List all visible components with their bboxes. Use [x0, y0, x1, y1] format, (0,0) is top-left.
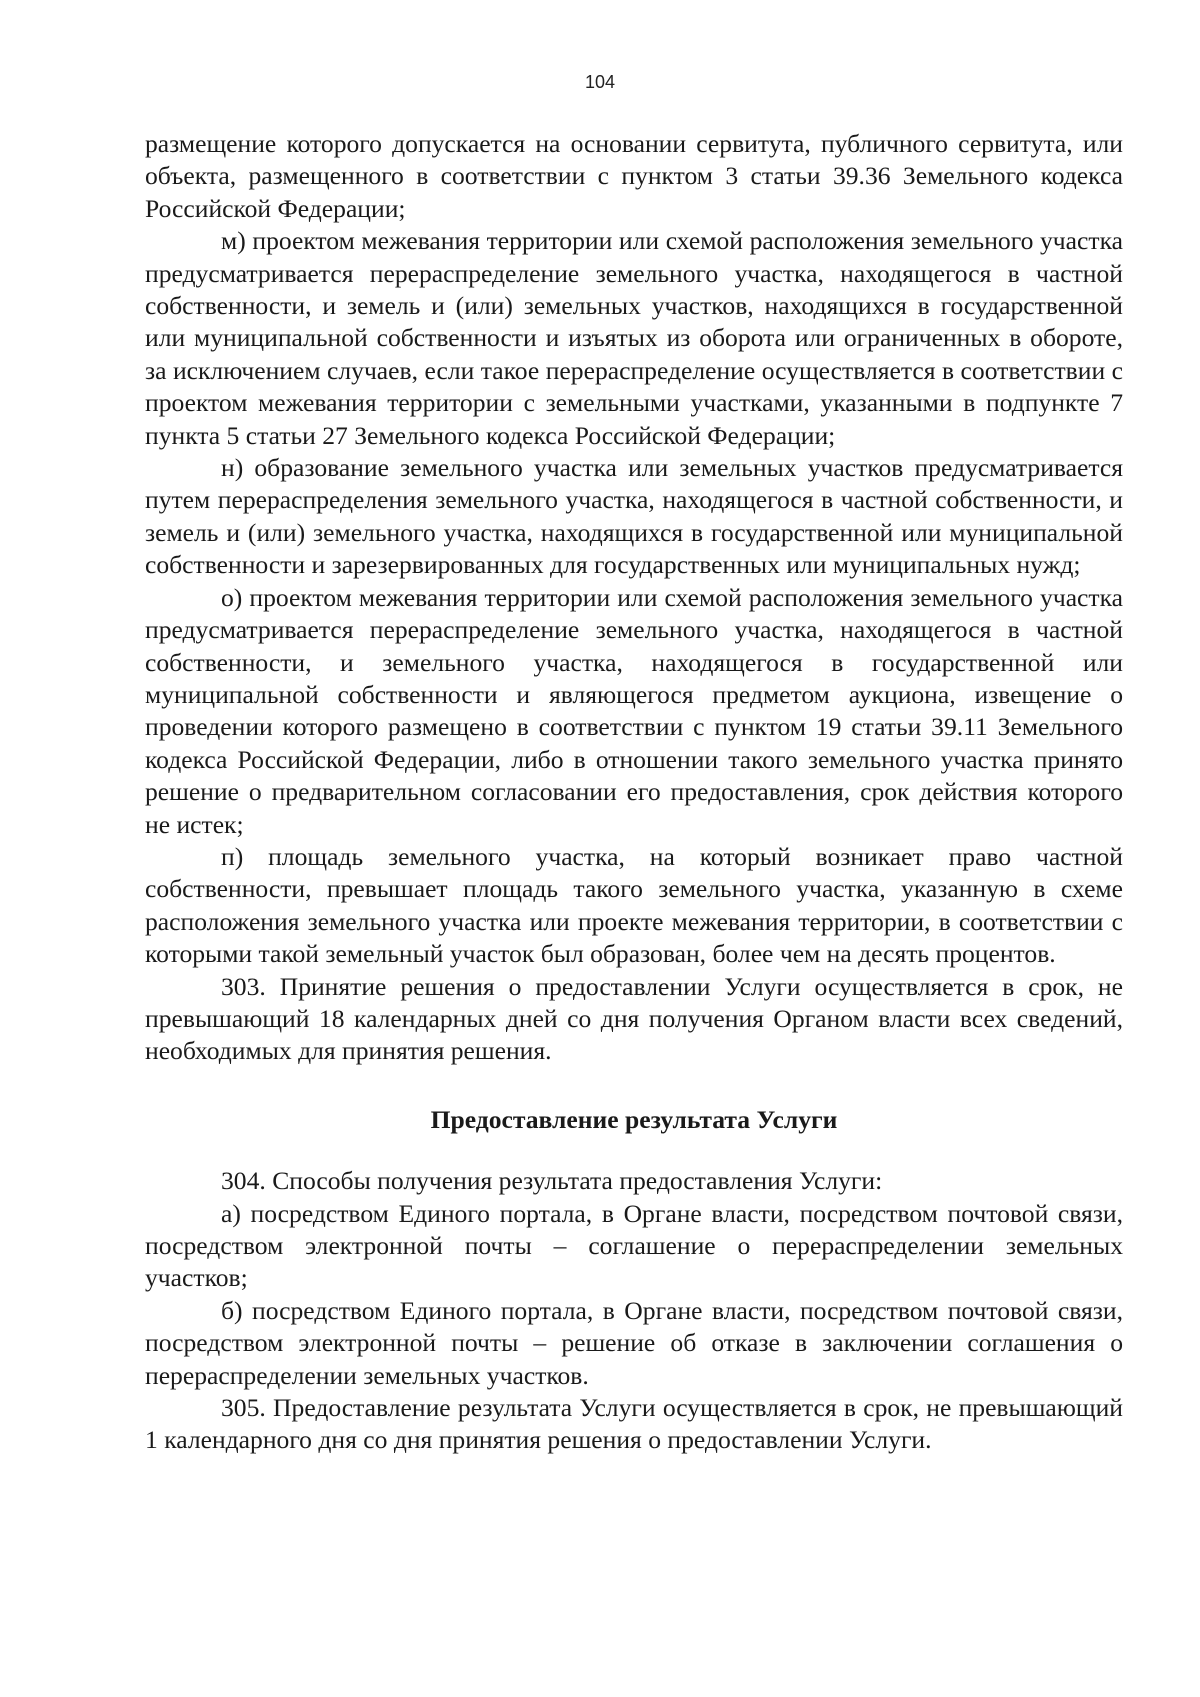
paragraph-item-o: о) проектом межевания территории или схемой расположения земельного участка предусматривается перераспределение земельного участка, находящегося в частной собственности, и земельного участка, находящегося в государственной или муниципальной собственности и являющегося предметом аукциона, извещение о проведении которого размещено в соответствии с пунктом 19 статьи 39.11 Земельного кодекса Российской Федерации, либо в отношении такого земельного участка принято решение о предварительном согласовании его предоставления, срок действия которого не истек;	[145, 582, 1123, 839]
paragraph-304: 304. Способы получения результата предоставления Услуги:	[221, 1166, 883, 1196]
paragraph-item-m: м) проектом межевания территории или схемой расположения земельного участка предусматривается перераспределение земельного участка, находящегося в частной собственности, и земель и (или) земельных участков, находящихся в государственной или муниципальной собственности и изъятых из оборота или ограниченных в обороте, за исключением случаев, если такое перераспределение осуществляется в соответствии с проектом межевания территории с земельными участками, указанными в подпункте 7 пункта 5 статьи 27 Земельного кодекса Российской Федерации;	[145, 226, 1123, 450]
paragraph-continuation: размещение которого допускается на основании сервитута, публичного сервитута, или объекта, размещенного в соответствии с пунктом 3 статьи 39.36 Земельного кодекса Российской Федерации;	[145, 129, 1123, 223]
paragraph-305: 305. Предоставление результата Услуги осуществляется в срок, не превышающий 1 календарного дня со дня принятия решения о предоставлении Услуги.	[145, 1393, 1123, 1455]
page-number: 104	[584, 72, 616, 92]
document-body	[145, 128, 1123, 1457]
paragraph-item-n: н) образование земельного участка или земельных участков предусматривается путем перераспределения земельного участка, находящегося в частной собственности, и земель и (или) земельного участка, находящихся в государственной или муниципальной собственности и зарезервированных для государственных или муниципальных нужд;	[145, 453, 1123, 580]
paragraph-item-p: п) площадь земельного участка, на который возникает право частной собственности, превышает площадь такого земельного участка, указанную в схеме расположения земельного участка или проекте межевания территории, в соответствии с которыми такой земельный участок был образован, более чем на десять процентов.	[145, 841, 1123, 969]
paragraph-item-a: а) посредством Единого портала, в Органе власти, посредством почтовой связи, посредством электронной почты – соглашение о перераспределении земельных участков;	[145, 1198, 1123, 1293]
section-heading: Предоставление результата Услуги	[430, 1104, 838, 1134]
paragraph-item-b: б) посредством Единого портала, в Органе власти, посредством почтовой связи, посредством электронной почты – решение об отказе в заключении соглашения о перераспределении земельных участков.	[145, 1295, 1123, 1390]
paragraph-303: 303. Принятие решения о предоставлении Услуги осуществляется в срок, не превышающий 18 календарных дней со дня получения Органом власти всех сведений, необходимых для принятия решения.	[145, 971, 1123, 1066]
